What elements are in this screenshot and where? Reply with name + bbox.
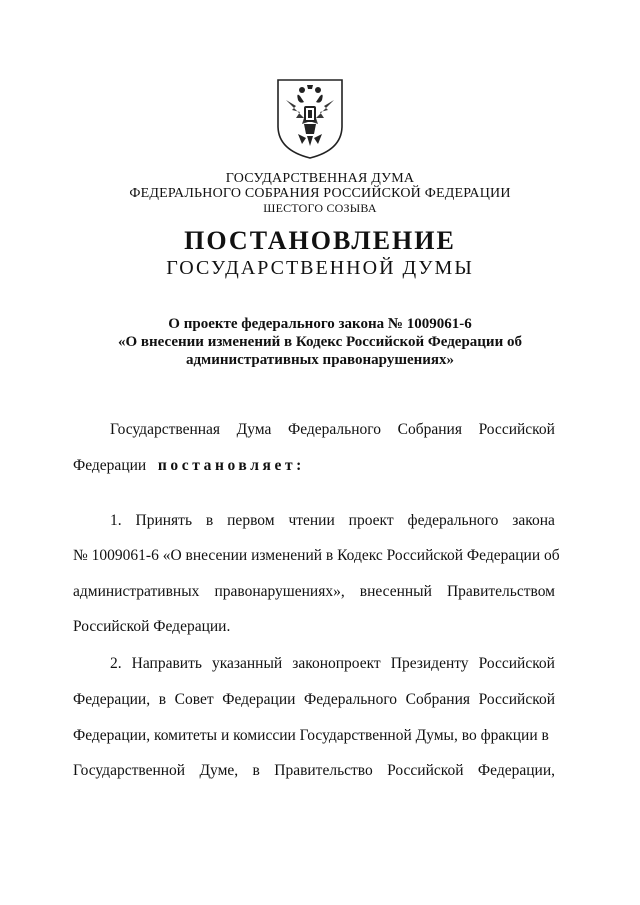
- word: Российской: [478, 691, 555, 708]
- body-line: Федерации, комитеты и комиссии Государственной Думы, во фракции в: [73, 727, 549, 744]
- coat-of-arms-icon: [274, 76, 346, 160]
- word: Федерации,: [477, 762, 555, 779]
- word: Собрания: [405, 691, 470, 708]
- word: Федерального: [287, 421, 382, 438]
- word: Федерации: [73, 457, 147, 474]
- word: Государственной: [73, 762, 186, 779]
- word: в: [158, 691, 167, 708]
- body-line: [110, 421, 555, 439]
- word: Федерации: [222, 691, 296, 708]
- word: в: [252, 762, 260, 779]
- word: указанный: [211, 655, 283, 672]
- word: Принять: [135, 512, 193, 529]
- word: Федерального: [304, 691, 398, 708]
- body-line: [73, 457, 555, 475]
- document-subtitle: ГОСУДАРСТВЕННОЙ ДУМЫ: [166, 257, 474, 279]
- word: федерального: [407, 512, 499, 529]
- body-line: [73, 762, 555, 780]
- word: первом: [227, 512, 275, 529]
- document-title: ПОСТАНОВЛЕНИЕ: [184, 226, 456, 255]
- word: чтении: [288, 512, 335, 529]
- word: Правительством: [446, 583, 555, 600]
- body-line: Российской Федерации.: [73, 618, 231, 635]
- word: в: [205, 512, 214, 529]
- word: Российской: [387, 762, 464, 779]
- body-line: [73, 583, 555, 601]
- word: проект: [348, 512, 394, 529]
- resolution-verb: постановляет:: [157, 457, 305, 474]
- item-number: 1.: [110, 512, 122, 529]
- word: Собрания: [397, 421, 462, 438]
- word: Президенту: [390, 655, 469, 672]
- organization-subname: ФЕДЕРАЛЬНОГО СОБРАНИЯ РОССИЙСКОЙ ФЕДЕРАЦИИ: [129, 186, 511, 201]
- word: Российской: [478, 655, 555, 672]
- body-line: № 1009061-6 «О внесении изменений в Кодекс Российской Федерации об: [73, 547, 560, 564]
- word: законопроект: [292, 655, 381, 672]
- word: административных: [73, 583, 200, 600]
- word: закона: [512, 512, 555, 529]
- subject-line: «О внесении изменений в Кодекс Российской Федерации об: [118, 334, 522, 350]
- subject-line: административных правонарушениях»: [185, 352, 455, 368]
- body-line: [73, 691, 555, 709]
- subject-line: О проекте федерального закона № 1009061-6: [168, 316, 472, 332]
- word: Думе,: [199, 762, 239, 779]
- word: Совет: [174, 691, 214, 708]
- word: Направить: [131, 655, 202, 672]
- organization-name: ГОСУДАРСТВЕННАЯ ДУМА: [225, 171, 415, 186]
- word: Государственная: [110, 421, 221, 438]
- word: правонарушениях»,: [214, 583, 345, 600]
- word: Российской: [478, 421, 555, 438]
- word: Дума: [236, 421, 272, 438]
- word: Правительство: [274, 762, 373, 779]
- body-line: [110, 655, 555, 673]
- word: Федерации,: [73, 691, 151, 708]
- word: внесенный: [359, 583, 432, 600]
- body-line: [110, 512, 555, 530]
- convocation: ШЕСТОГО СОЗЫВА: [263, 201, 377, 215]
- item-number: 2.: [110, 655, 122, 672]
